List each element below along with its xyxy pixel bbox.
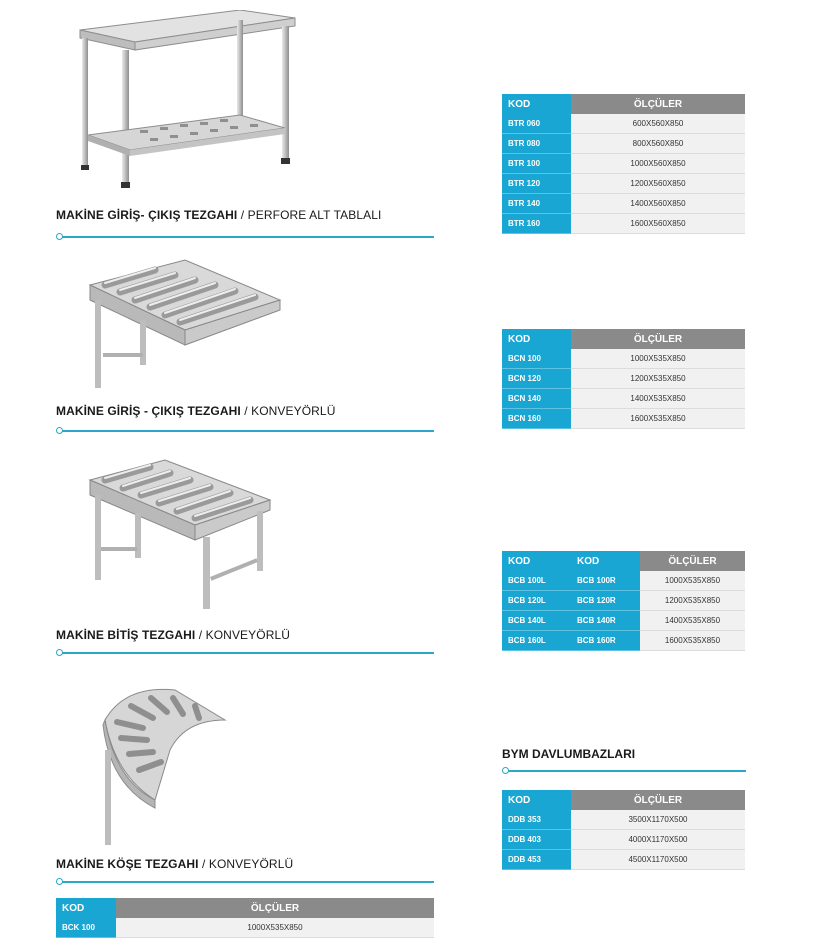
- olculer-cell: 1600X535X850: [571, 409, 745, 429]
- perforated-table-image: [70, 10, 305, 195]
- header-kod: KOD: [56, 898, 116, 918]
- finishing-conveyor-table-image: [85, 455, 275, 615]
- kod-cell: BCN 120: [502, 369, 571, 389]
- table-row: [502, 830, 745, 850]
- divider-davlumbaz: [506, 770, 746, 772]
- header-kod: KOD: [502, 329, 571, 349]
- olculer-cell: 1200X535X850: [571, 369, 745, 389]
- kod-cell: DDB 353: [502, 810, 571, 830]
- header-olculer: ÖLÇÜLER: [116, 898, 434, 918]
- bcb-spec-table: [502, 551, 745, 651]
- header-kod-left: KOD: [502, 551, 571, 571]
- table-row: [502, 850, 745, 870]
- header-kod: KOD: [502, 94, 571, 114]
- table-row: [502, 571, 745, 591]
- olculer-cell: 4000X1170X500: [571, 830, 745, 850]
- header-olculer: ÖLÇÜLER: [571, 329, 745, 349]
- kod-cell: BTR 160: [502, 214, 571, 234]
- product-caption-2: MAKİNE GİRİŞ - ÇIKIŞ TEZGAHI / KONVEYÖRLÜ: [56, 404, 336, 418]
- product-caption-4: MAKİNE KÖŞE TEZGAHI / KONVEYÖRLÜ: [56, 857, 294, 871]
- olculer-cell: 800X560X850: [571, 134, 745, 154]
- kod-cell: BCK 100: [56, 918, 116, 938]
- ddb-spec-table: [502, 790, 745, 870]
- olculer-cell: 1200X535X850: [640, 591, 745, 611]
- table-row: [502, 631, 745, 651]
- table-row: [56, 918, 434, 938]
- divider-3: [60, 652, 434, 654]
- kod-cell: DDB 453: [502, 850, 571, 870]
- kod-cell: BCB 140L: [502, 611, 571, 631]
- olculer-cell: 4500X1170X500: [571, 850, 745, 870]
- kod-cell: BTR 120: [502, 174, 571, 194]
- conveyor-table-image: [85, 255, 285, 395]
- olculer-cell: 1600X560X850: [571, 214, 745, 234]
- kod-cell: BCN 140: [502, 389, 571, 409]
- table-row: [502, 154, 745, 174]
- olculer-cell: 1400X535X850: [640, 611, 745, 631]
- olculer-cell: 1400X535X850: [571, 389, 745, 409]
- header-olculer: ÖLÇÜLER: [640, 551, 745, 571]
- kod-cell: BTR 080: [502, 134, 571, 154]
- table-row: [502, 409, 745, 429]
- header-kod-right: KOD: [571, 551, 640, 571]
- kod-cell: BTR 100: [502, 154, 571, 174]
- kod-cell: DDB 403: [502, 830, 571, 850]
- olculer-cell: 600X560X850: [571, 114, 745, 134]
- table-row: [502, 389, 745, 409]
- btr-spec-table: [502, 94, 745, 234]
- kod-cell: BTR 140: [502, 194, 571, 214]
- kod-cell: BCB 120L: [502, 591, 571, 611]
- product-caption-3: MAKİNE BİTİŞ TEZGAHI / KONVEYÖRLÜ: [56, 628, 291, 642]
- table-row: [502, 611, 745, 631]
- table-row: [502, 134, 745, 154]
- olculer-cell: 1600X535X850: [640, 631, 745, 651]
- kod-cell: BCN 160: [502, 409, 571, 429]
- olculer-cell: 3500X1170X500: [571, 810, 745, 830]
- section-title-davlumbaz: BYM DAVLUMBAZLARI: [502, 747, 636, 761]
- olculer-cell: 1000X535X850: [116, 918, 434, 938]
- header-olculer: ÖLÇÜLER: [571, 790, 745, 810]
- table-row: [502, 810, 745, 830]
- table-row: [502, 591, 745, 611]
- table-row: [502, 114, 745, 134]
- kod-cell: BCN 100: [502, 349, 571, 369]
- bcn-spec-table: [502, 329, 745, 429]
- bck-spec-table: [56, 898, 434, 938]
- olculer-cell: 1000X560X850: [571, 154, 745, 174]
- table-row: [502, 349, 745, 369]
- kod-cell: BCB 140R: [571, 611, 640, 631]
- header-kod: KOD: [502, 790, 571, 810]
- olculer-cell: 1200X560X850: [571, 174, 745, 194]
- table-row: [502, 369, 745, 389]
- divider-2: [60, 430, 434, 432]
- olculer-cell: 1000X535X850: [640, 571, 745, 591]
- table-row: [502, 214, 745, 234]
- kod-cell: BCB 100R: [571, 571, 640, 591]
- table-row: [502, 194, 745, 214]
- corner-conveyor-table-image: [95, 680, 245, 850]
- kod-cell: BCB 120R: [571, 591, 640, 611]
- kod-cell: BCB 100L: [502, 571, 571, 591]
- kod-cell: BTR 060: [502, 114, 571, 134]
- kod-cell: BCB 160R: [571, 631, 640, 651]
- olculer-cell: 1000X535X850: [571, 349, 745, 369]
- table-row: [502, 174, 745, 194]
- kod-cell: BCB 160L: [502, 631, 571, 651]
- header-olculer: ÖLÇÜLER: [571, 94, 745, 114]
- divider-1: [60, 236, 434, 238]
- product-caption-1: MAKİNE GİRİŞ- ÇIKIŞ TEZGAHI / PERFORE ALT TABLALI: [56, 208, 382, 222]
- divider-4: [60, 881, 434, 883]
- olculer-cell: 1400X560X850: [571, 194, 745, 214]
